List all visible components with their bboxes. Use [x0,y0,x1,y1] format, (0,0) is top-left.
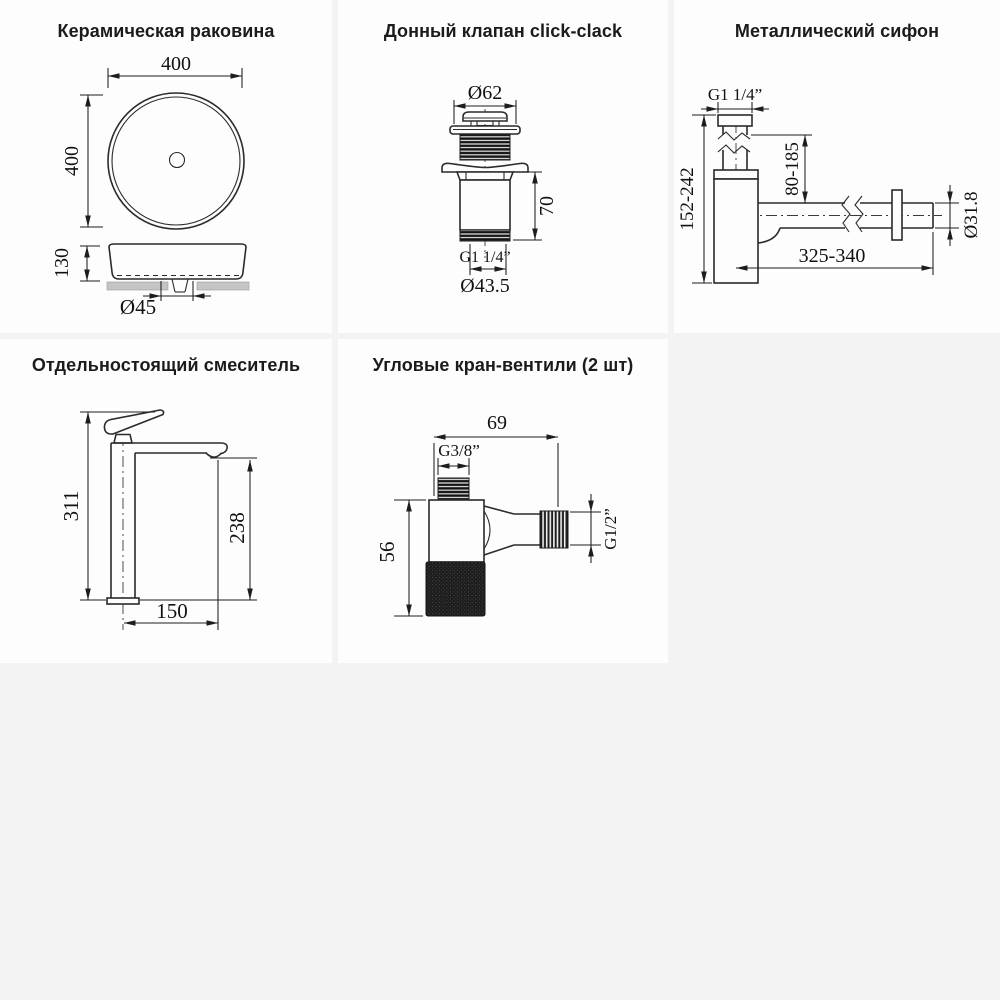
siphon-pipe-dimension [935,185,982,246]
panel-title-angle-valve: Угловые кран-вентили (2 шт) [372,355,634,375]
panel-ceramic-sink [0,0,332,333]
pipe-break-right [855,196,863,232]
dim-label-valve-width: 69 [487,412,507,434]
mixer-base [107,598,139,604]
mixer-body-and-spout [107,443,227,604]
dim-label-valve-height: 56 [375,541,399,563]
drain-hole [170,153,185,168]
dim-label-sink-drain: Ø45 [119,295,157,319]
valve-thread-dimension [459,244,510,297]
sink-width-dimension [108,53,242,88]
outlet-thread [540,511,568,548]
siphon-riser-dimension [751,135,812,203]
valve-lower-thread [460,230,510,241]
siphon-slip-nut [714,170,758,179]
dim-label-sink-side-height: 130 [51,248,73,278]
dim-label-inlet-thread: G3/8” [438,441,480,460]
sink-side-height-dimension [51,246,100,281]
valve-body-dimension [513,172,558,240]
inlet-thread-stub [438,478,469,500]
dim-label-valve-outer: Ø43.5 [460,275,510,297]
valve-height-dimension [375,500,426,616]
dim-label-siphon-riser: 80-185 [782,142,803,196]
dim-label-siphon-pipe: Ø31.8 [961,191,982,239]
angle-valve-technical-drawing [338,339,668,663]
panel-drain-valve [338,0,668,333]
dim-label-mixer-spout: 238 [225,512,249,544]
sink-height-dimension [61,95,103,227]
mixer-handle [104,410,163,443]
dim-label-valve-cap: Ø62 [467,82,503,104]
valve-body [429,500,484,562]
siphon-technical-drawing [674,0,1000,333]
siphon-body [714,179,758,283]
dim-label-mixer-total: 311 [59,490,83,522]
knurled-handle [426,562,485,616]
dim-label-outlet-thread: G1/2” [601,508,620,550]
drain-stub [172,279,188,292]
mixer-spout-height-dimension [140,458,257,600]
wall-flange [892,190,902,240]
siphon-thread-dimension [701,85,769,113]
outlet-cone [484,506,514,555]
siphon-height-dimension [677,115,716,283]
pipe-break-left [842,196,850,232]
valve-upper-thread [460,135,510,160]
panel-title-drain-valve: Донный клапан click-clack [383,21,623,41]
panel-title-mixer: Отдельностоящий смеситель [31,355,301,375]
sink-side-view [107,244,249,292]
dim-label-siphon-thread: G1 1/4” [707,85,763,104]
inlet-thread-dimension [438,441,480,475]
siphon-length-dimension [736,232,933,275]
dim-label-siphon-length: 325-340 [798,245,866,267]
valve-flange [450,126,520,134]
valve-body [460,180,510,230]
sink-top-view [108,93,244,229]
dim-label-sink-height: 400 [61,146,83,176]
dim-label-sink-width: 400 [161,53,191,75]
siphon-inlet [718,115,752,170]
valve-collar [442,163,528,180]
panel-mixer [0,339,332,663]
sink-technical-drawing [0,0,332,333]
aerator [206,453,221,457]
panel-siphon [674,0,1000,333]
dim-label-siphon-height: 152-242 [677,167,698,231]
mounting-plate-left [107,282,168,290]
mounting-plate-right [197,282,249,290]
drain-valve-technical-drawing [338,0,668,333]
siphon-outlet-pipe [758,190,933,243]
valve-cap [463,112,507,126]
panel-title-siphon: Металлический сифон [734,21,940,41]
panel-title-sink: Керамическая раковина [57,21,275,41]
mixer-technical-drawing [0,339,332,663]
outlet-pipe [514,511,568,548]
outlet-thread-dimension [570,494,620,563]
mixer-total-height-dimension [59,412,155,600]
dim-label-valve-thread: G1 1/4” [459,249,511,266]
dim-label-mixer-reach: 150 [156,599,188,623]
panel-angle-valve [338,339,668,663]
dim-label-valve-body: 70 [536,196,558,216]
